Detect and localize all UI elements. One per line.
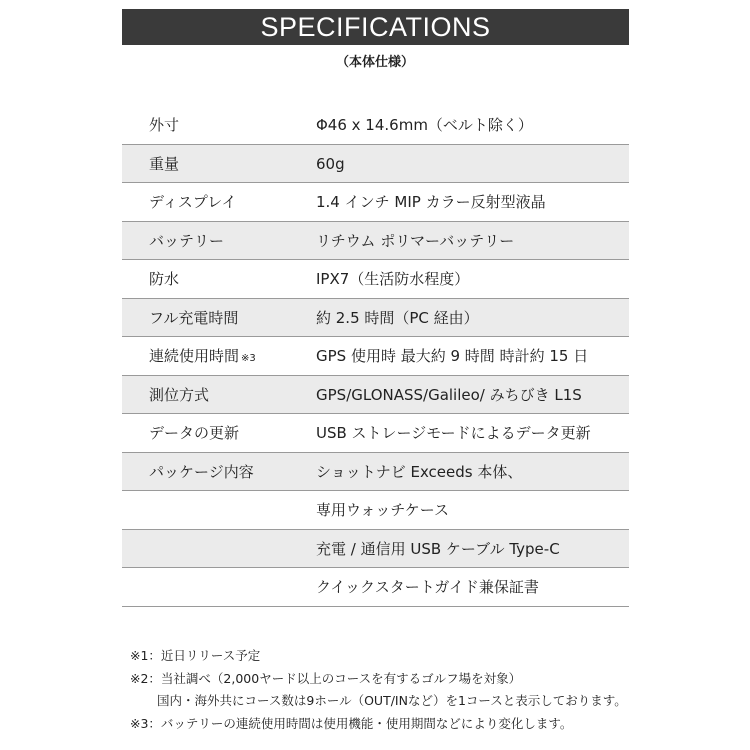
spec-value: 60g	[316, 154, 345, 173]
spec-table	[122, 106, 629, 607]
spec-row	[122, 299, 629, 338]
spec-value: GPS/GLONASS/Galileo/ みちびき L1S	[316, 385, 582, 404]
spec-label-text: 重量	[149, 154, 180, 173]
footnote-line: ※1：近日リリース予定	[130, 648, 261, 663]
spec-label	[149, 183, 236, 221]
spec-row	[122, 376, 629, 415]
spec-value: ショットナビ Exceeds 本体、	[316, 462, 523, 481]
spec-label-text: 測位方式	[149, 385, 210, 404]
spec-value: 充電 / 通信用 USB ケーブル Type-C	[316, 539, 560, 558]
spec-row	[122, 453, 629, 492]
spec-value: クイックスタートガイド兼保証書	[316, 578, 539, 596]
spec-label	[149, 299, 238, 337]
spec-value: リチウム ポリマーバッテリー	[316, 231, 515, 250]
spec-label-text: 連続使用時間	[149, 347, 240, 365]
spec-label-text: バッテリー	[149, 231, 225, 250]
spec-value: 約 2.5 時間（PC 経由）	[316, 308, 479, 327]
spec-label-text: 外寸	[149, 116, 180, 134]
footnote-line: ※2：当社調べ（2,000ヤード以上のコースを有するゴルフ場を対象）	[130, 670, 522, 686]
spec-row	[122, 530, 629, 569]
spec-row	[122, 337, 629, 376]
spec-label	[149, 106, 179, 144]
spec-row	[122, 183, 629, 222]
spec-label-text: データの更新	[149, 424, 240, 442]
spec-value: 1.4 インチ MIP カラー反射型液晶	[316, 193, 546, 211]
spec-label-text: 防水	[149, 270, 180, 288]
spec-value: 専用ウォッチケース	[316, 501, 450, 519]
spec-value: IPX7（生活防水程度）	[316, 270, 470, 288]
spec-value: GPS 使用時 最大約 9 時間 時計約 15 日	[316, 347, 589, 365]
footnote-line: ※3：バッテリーの連続使用時間は使用機能・使用期間などにより変化します。	[130, 715, 573, 731]
footnote-line: 国内・海外共にコース数は9ホール（OUT/INなど）を1コースと表示しております。	[157, 693, 627, 708]
footnotes	[130, 645, 730, 735]
spec-row	[122, 145, 629, 184]
spec-row	[122, 414, 629, 453]
spec-row	[122, 222, 629, 261]
spec-label	[149, 337, 256, 375]
spec-label-text: フル充電時間	[149, 308, 239, 327]
subtitle: （本体仕様）	[335, 55, 414, 70]
spec-label-text: パッケージ内容	[149, 462, 254, 481]
spec-row	[122, 568, 629, 607]
spec-row	[122, 260, 629, 299]
spec-label	[149, 376, 209, 414]
spec-row	[122, 491, 629, 530]
spec-row	[122, 106, 629, 145]
spec-label	[149, 260, 179, 298]
spec-value: Φ46 x 14.6mm（ベルト除く）	[316, 116, 533, 134]
spec-label	[149, 145, 179, 183]
spec-label-text: ディスプレイ	[149, 193, 237, 211]
spec-note-mark: ※3	[241, 353, 256, 364]
spec-label	[149, 453, 254, 491]
spec-label	[149, 414, 239, 452]
spec-value: USB ストレージモードによるデータ更新	[316, 424, 591, 442]
page-title: SPECIFICATIONS	[260, 11, 491, 42]
header-bar	[122, 9, 629, 45]
spec-label	[149, 222, 224, 260]
